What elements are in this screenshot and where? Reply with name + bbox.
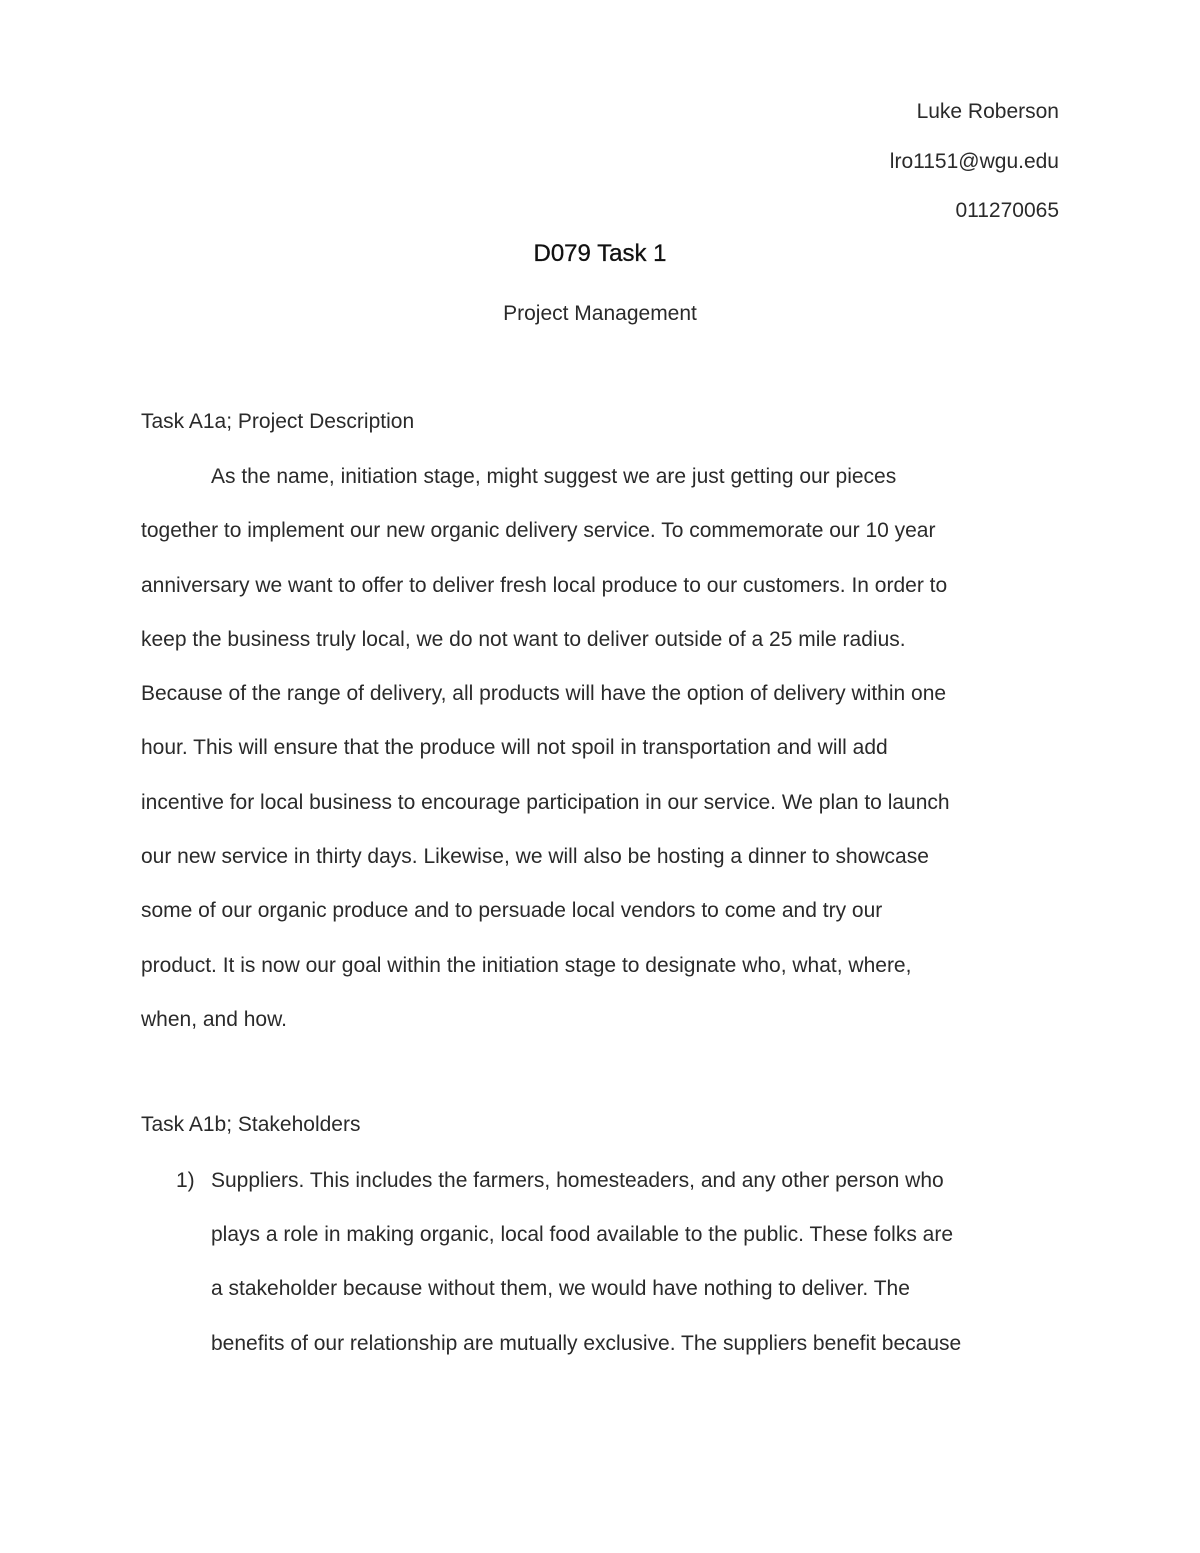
paragraph-line: together to implement our new organic delivery service. To commemorate our 10 year — [141, 519, 936, 543]
paragraph-line: when, and how. — [141, 1007, 287, 1031]
list-item-marker: 1) — [176, 1169, 195, 1192]
author-header — [890, 87, 1059, 236]
paragraph-line: keep the business truly local, we do not want to deliver outside of a 25 mile radius. — [141, 627, 906, 651]
paragraph-line: incentive for local business to encourage participation in our service. We plan to launch — [141, 790, 950, 814]
list-item-text: Suppliers. This includes the farmers, homesteaders, and any other person who — [211, 1169, 944, 1192]
list-item-line: benefits of our relationship are mutually exclusive. The suppliers benefit because — [211, 1331, 962, 1355]
paragraph-line: anniversary we want to offer to deliver fresh local produce to our customers. In order to — [141, 573, 948, 597]
paragraph-line: hour. This will ensure that the produce will not spoil in transportation and will add — [141, 736, 888, 760]
document-title: D079 Task 1 — [533, 240, 667, 267]
author-email: lro1151@wgu.edu — [889, 149, 1059, 173]
author-name: Luke Roberson — [916, 100, 1059, 123]
paragraph-line: our new service in thirty days. Likewise, we will also be hosting a dinner to showcase — [141, 845, 929, 869]
paragraph-line: product. It is now our goal within the initiation stage to designate who, what, where, — [141, 953, 912, 977]
stakeholders-list — [141, 1163, 1061, 1380]
section-heading-a1a: Task A1a; Project Description — [141, 410, 415, 433]
document-subtitle: Project Management — [503, 302, 697, 325]
student-id: 011270065 — [955, 199, 1059, 222]
project-description-paragraph — [141, 459, 1061, 1056]
list-item-line — [141, 1163, 1061, 1217]
list-item-line: a stakeholder because without them, we would have nothing to deliver. The — [211, 1277, 910, 1301]
section-heading-a1b: Task A1b; Stakeholders — [141, 1113, 361, 1136]
paragraph-line: Because of the range of delivery, all products will have the option of delivery within one — [141, 682, 947, 706]
paragraph-line: As the name, initiation stage, might suggest we are just getting our pieces — [211, 465, 897, 488]
paragraph-line: some of our organic produce and to persuade local vendors to come and try our — [141, 899, 883, 923]
list-item-line: plays a role in making organic, local food available to the public. These folks are — [211, 1223, 954, 1247]
